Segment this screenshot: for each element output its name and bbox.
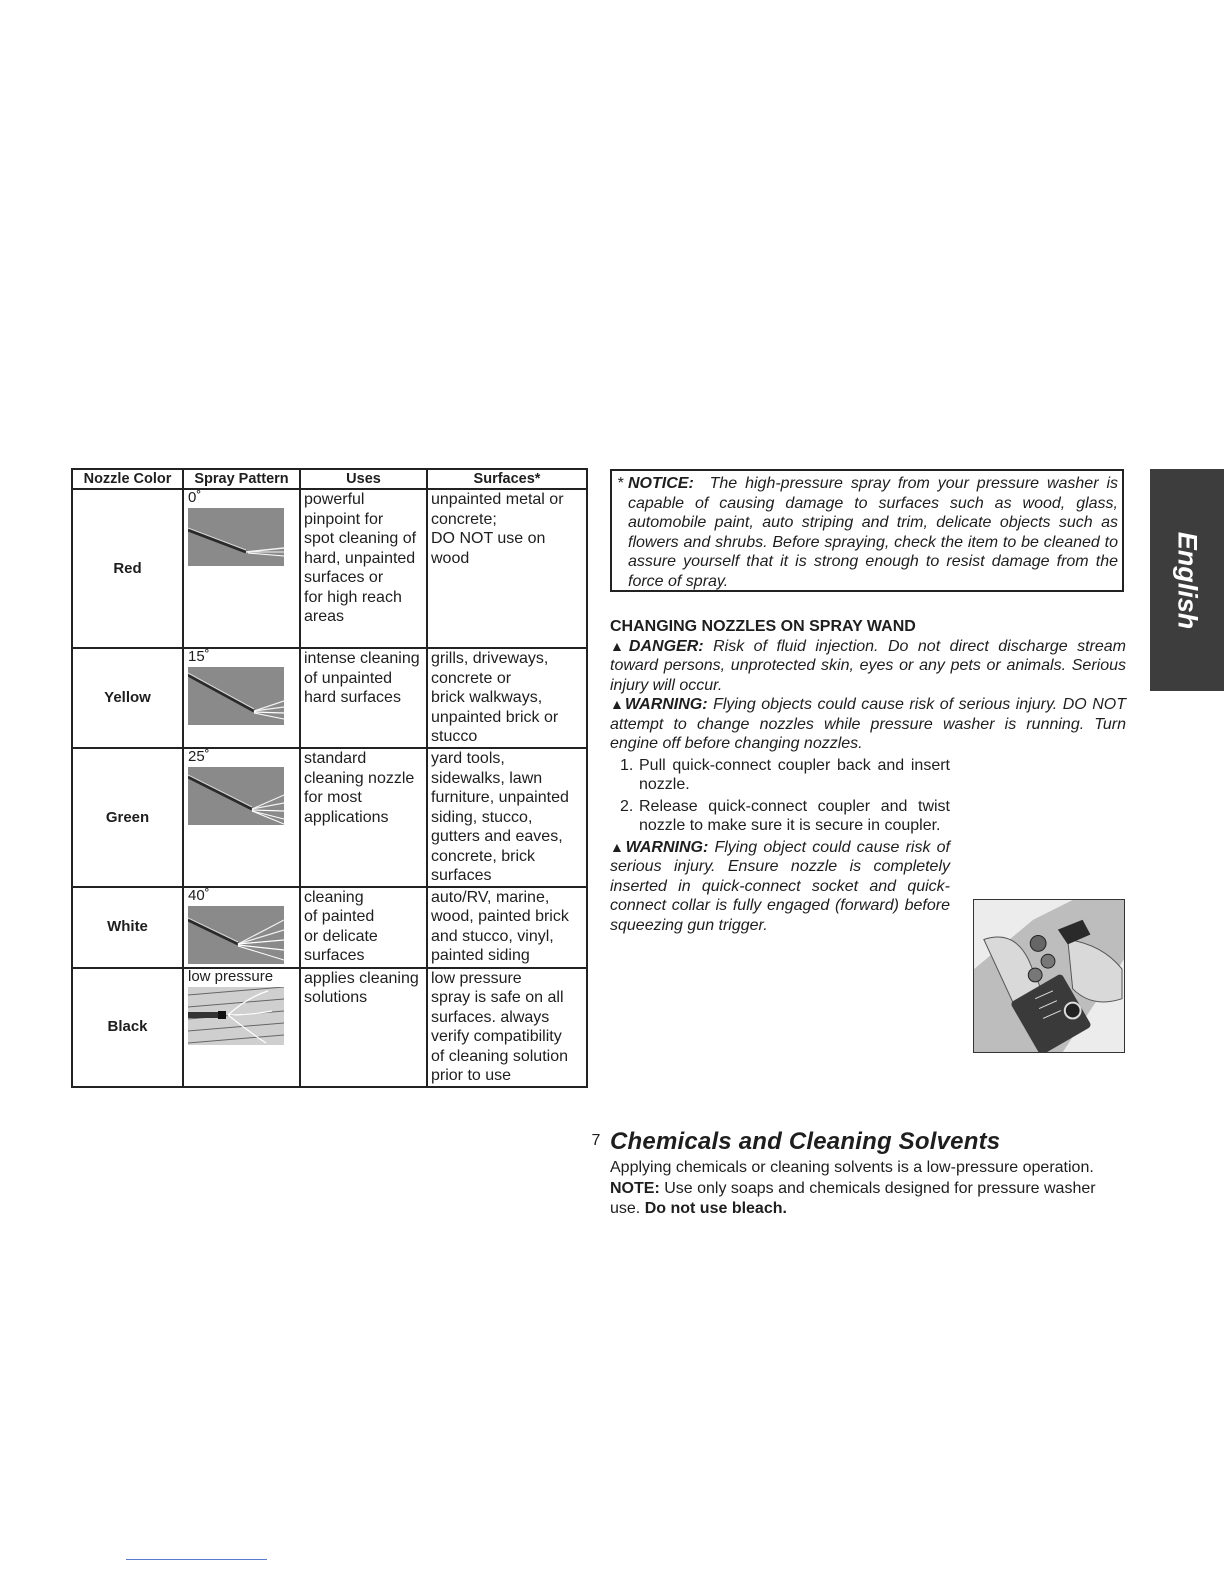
table-row (72, 968, 587, 1087)
spray-angle-label: 0˚ (188, 489, 202, 506)
step-number: 1. (620, 756, 634, 774)
spray-40-degree-image (188, 906, 284, 964)
coupler-photo (973, 899, 1125, 1053)
spray-pattern-cell (183, 748, 300, 887)
uses-line: applications (304, 808, 389, 826)
uses-cell (300, 887, 427, 968)
spray-angle-label: 15˚ (188, 648, 210, 665)
warning-text: Flying objects could cause risk of serious injury. DO NOT attempt to change nozzles while pressure washer is running. Turn engine off before changing nozzles. (610, 696, 1127, 752)
danger-alert-icon: ▲ (610, 637, 629, 654)
warning-paragraph (610, 695, 1126, 754)
uses-line: of painted (304, 908, 375, 925)
nozzle-color: White (72, 887, 183, 968)
surfaces-line: concrete; (431, 510, 497, 528)
danger-label: DANGER: (628, 637, 704, 655)
surfaces-line: siding, stucco, (431, 808, 533, 826)
danger-text: Risk of fluid injection. Do not direct discharge stream toward persons, unprotected skin, eyes or any pets or animals. Serious injury will occur. (610, 637, 1127, 694)
language-tab-label: English (1172, 531, 1203, 629)
spray-pattern-cell (183, 968, 300, 1087)
surfaces-line: spray is safe on all (431, 989, 564, 1006)
warning-label: WARNING: (624, 696, 708, 713)
language-tab (1150, 469, 1224, 691)
surfaces-line: unpainted brick or (431, 708, 559, 726)
footnote-divider (126, 1559, 267, 1560)
notice-asterisk: * (617, 475, 624, 492)
surfaces-line: wood (431, 549, 470, 567)
nozzle-color: Yellow (72, 648, 183, 748)
surfaces-cell (427, 489, 587, 648)
uses-line: surfaces (304, 947, 365, 964)
page-number: 7 (591, 1132, 601, 1149)
table-row (72, 648, 587, 748)
warning-label: WARNING: (625, 838, 709, 856)
surfaces-line: low pressure (431, 969, 522, 987)
surfaces-line: brick walkways, (431, 689, 543, 706)
surfaces-line: verify compatibility (431, 1028, 562, 1045)
uses-line: spot cleaning of (304, 530, 417, 547)
uses-line: hard surfaces (304, 689, 401, 706)
surfaces-line: gutters and eaves, (431, 828, 563, 845)
uses-cell (300, 748, 427, 887)
spray-15-degree-image (188, 667, 284, 725)
steps-text-column (610, 756, 950, 936)
warning-text: Flying object could cause risk of serious injury. Ensure nozzle is completely inserted in quick-connect socket and quick-connect collar is fully engaged (forward) before squeezing gun trigger. (610, 838, 950, 934)
spray-angle-label: 40˚ (188, 886, 210, 904)
uses-line: pinpoint for (304, 510, 384, 528)
surfaces-line: stucco (431, 728, 478, 745)
surfaces-line: surfaces. always (431, 1008, 550, 1026)
table-header-row (72, 469, 587, 489)
header-nozzle-color: Nozzle Color (72, 469, 183, 489)
surfaces-line: concrete, brick (431, 847, 536, 865)
uses-line: or delicate (304, 927, 378, 945)
surfaces-line: DO NOT use on (431, 530, 546, 547)
surfaces-line: prior to use (431, 1067, 512, 1084)
header-uses: Uses (300, 469, 427, 489)
nozzle-color: Red (72, 489, 183, 648)
uses-line: standard (304, 750, 367, 767)
notice-box (610, 469, 1124, 592)
uses-line: intense cleaning (304, 650, 420, 667)
step-text: Release quick-connect coupler and twist nozzle to make sure it is secure in coupler. (639, 797, 950, 834)
surfaces-cell (427, 748, 587, 887)
uses-line: areas (304, 608, 345, 625)
table-row (72, 887, 587, 968)
nozzle-color: Black (72, 968, 183, 1087)
uses-line: of unpainted (304, 669, 393, 687)
spray-pattern-cell (183, 648, 300, 748)
spray-25-degree-image (188, 767, 284, 825)
nozzle-color: Green (72, 748, 183, 887)
table-row (72, 748, 587, 887)
uses-line: hard, unpainted (304, 549, 416, 567)
note-bold-text: Do not use bleach. (644, 1199, 787, 1217)
surfaces-line: unpainted metal or (431, 491, 564, 508)
nozzle-table (71, 468, 588, 1088)
uses-cell (300, 489, 427, 648)
spray-pattern-cell (183, 887, 300, 968)
step-number: 2. (620, 797, 634, 815)
surfaces-cell (427, 887, 587, 968)
spray-0-degree-image (188, 508, 284, 566)
uses-cell (300, 968, 427, 1087)
chemicals-intro: Applying chemicals or cleaning solvents is a low-pressure operation. (610, 1158, 1094, 1176)
uses-line: cleaning (304, 888, 364, 906)
uses-line: solutions (304, 989, 368, 1006)
table-row (72, 489, 587, 648)
surfaces-line: grills, driveways, (431, 650, 549, 667)
uses-line: powerful (304, 491, 365, 508)
step-text: Pull quick-connect coupler back and insert nozzle. (639, 756, 950, 793)
notice-label: NOTICE: (628, 475, 694, 492)
surfaces-line: yard tools, (431, 750, 505, 767)
uses-line: applies cleaning (304, 969, 419, 987)
uses-cell (300, 648, 427, 748)
uses-line: surfaces or (304, 569, 384, 586)
note-text: Use only soaps and chemicals designed for pressure washer use. (610, 1180, 1096, 1217)
right-column (610, 617, 1126, 1218)
surfaces-line: and stucco, vinyl, (431, 927, 554, 945)
warning-alert-icon: ▲ (610, 838, 626, 855)
notice-text: The high-pressure spray from your pressure washer is capable of causing damage to surfaces such as wood, glass, automobile paint, auto striping and trim, delicate objects such as flowers and shrubs. Before spraying, check the item to be cleaned to assure yourself that it is strong enough to resist damage from the force of spray. (628, 475, 1119, 590)
uses-line: for most (304, 789, 362, 806)
uses-line: for high reach (304, 588, 402, 606)
chemicals-note (610, 1179, 1126, 1218)
steps-area (610, 756, 1126, 1128)
list-item (610, 756, 950, 795)
surfaces-line: sidewalks, lawn (431, 769, 543, 787)
list-item (610, 797, 950, 836)
surfaces-cell (427, 968, 587, 1087)
changing-nozzles-heading: CHANGING NOZZLES ON SPRAY WAND (610, 618, 916, 635)
spray-low-pressure-image (188, 987, 284, 1045)
note-label: NOTE: (610, 1180, 660, 1197)
danger-paragraph (610, 637, 1126, 696)
surfaces-line: wood, painted brick (431, 908, 569, 925)
uses-line: cleaning nozzle (304, 769, 415, 787)
surfaces-line: of cleaning solution (431, 1047, 568, 1065)
surfaces-line: surfaces (431, 867, 492, 884)
surfaces-line: furniture, unpainted (431, 789, 569, 806)
surfaces-line: auto/RV, marine, (431, 888, 550, 906)
surfaces-line: concrete or (431, 669, 512, 687)
surfaces-line: painted siding (431, 947, 530, 964)
header-spray-pattern: Spray Pattern (183, 469, 300, 489)
warning-paragraph (610, 838, 950, 936)
spray-angle-label: 25˚ (188, 748, 210, 765)
chemicals-section-title: Chemicals and Cleaning Solvents (610, 1127, 1001, 1155)
header-surfaces: Surfaces* (427, 469, 587, 489)
steps-list (610, 756, 950, 836)
spray-type-label: low pressure (188, 967, 274, 985)
spray-pattern-cell (183, 489, 300, 648)
surfaces-cell (427, 648, 587, 748)
warning-alert-icon: ▲ (610, 696, 625, 712)
